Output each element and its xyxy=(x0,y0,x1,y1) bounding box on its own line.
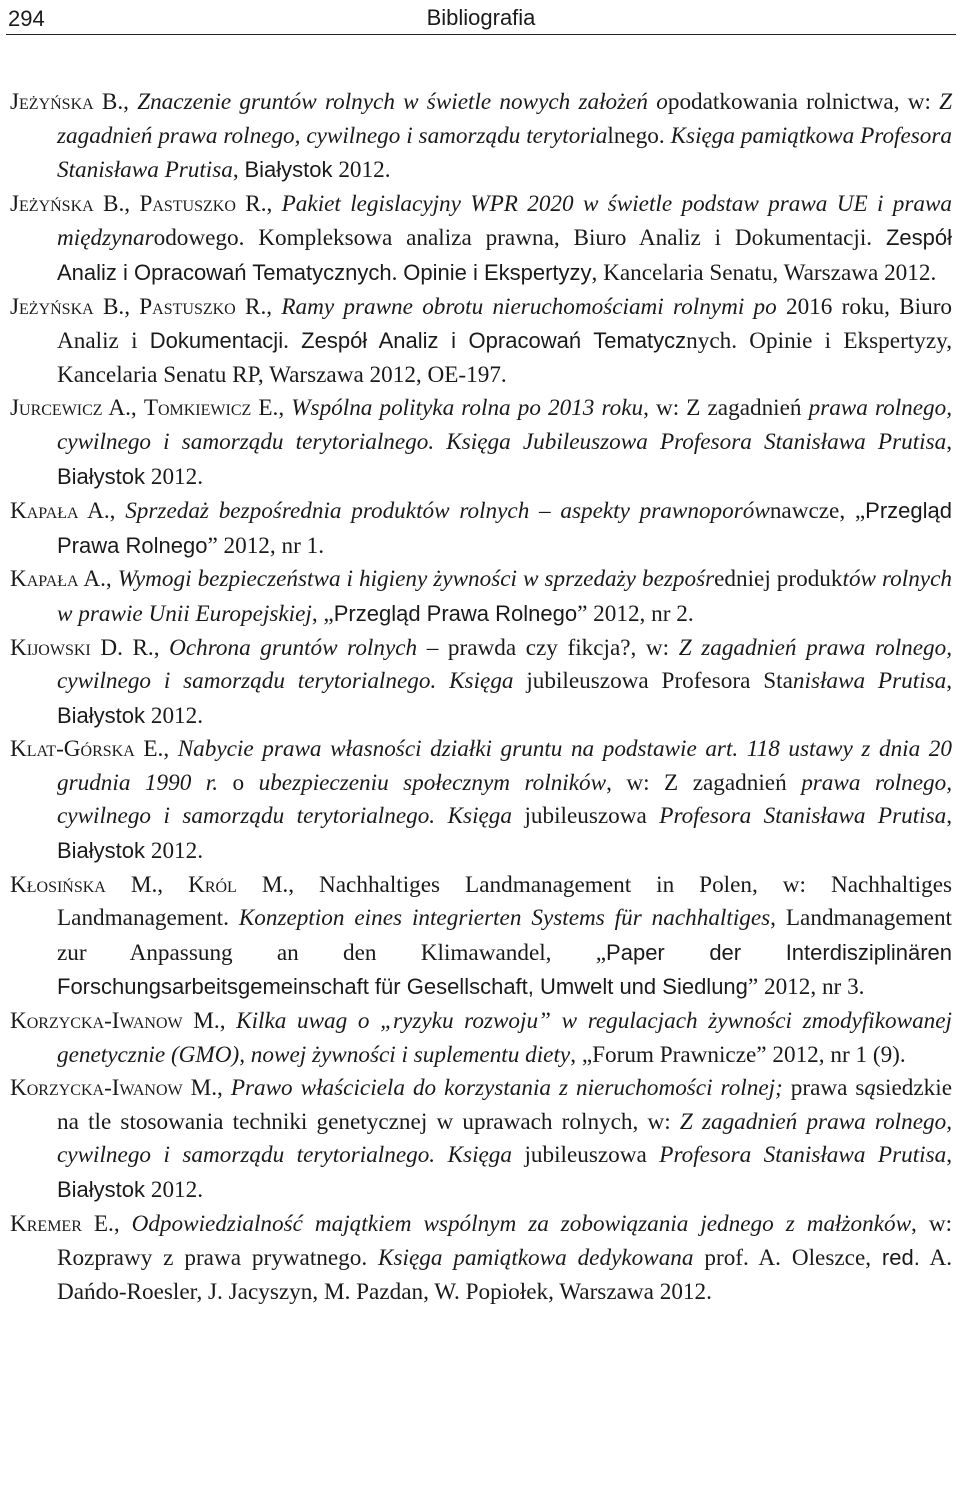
entry-text: – prawda czy fikcja?, w: xyxy=(417,634,679,661)
entry-text: Dokumentacji xyxy=(149,328,284,354)
entry-title-text: Księga pamiątkowa dedykowana xyxy=(378,1245,694,1272)
entry-text: , „ xyxy=(311,600,334,627)
entry-text: A. Dańdo-Roesler, J. Jacyszyn, M. Pazdan, W. Popiołek, Warszawa 2012. xyxy=(57,1245,952,1305)
entry-text: Paper der Interdisziplinären Forschungsarbeitsgemeinschaft für Gesellschaft, Umwelt und Siedlung xyxy=(57,939,953,1000)
entry-text: , xyxy=(163,736,178,763)
entry-title-text: Sprzedaż bezpośrednia produktów rolnych – aspekty prawnoporów xyxy=(125,498,770,525)
bibliography-entry xyxy=(10,733,952,868)
entry-text: 2012. xyxy=(145,702,204,729)
entry-text: jubileuszowa xyxy=(512,1142,660,1169)
entry-title-text: Nabycie prawa własności działki gruntu na podstawie art. 118 ustawy z dnia 20 grudnia 1990 r. xyxy=(57,736,952,796)
entry-text: prawa s xyxy=(782,1075,865,1102)
entry-title-text: Z zagadnień prawa rolnego, cywilnego i samorządu terytorialnego. Księga xyxy=(57,634,953,695)
entry-text: ” 2012, nr 1. xyxy=(207,532,324,559)
entry-text: Przegląd Prawa Rolnego xyxy=(57,498,953,558)
entry-title-text: ubezpieczeniu społecznym rolników xyxy=(258,769,607,796)
entry-author: Jeżyńska B. xyxy=(10,89,124,115)
entry-text: jubileuszowa xyxy=(512,803,660,830)
entry-text: lnego. xyxy=(607,122,671,149)
entry-author: Jurcewicz A. xyxy=(10,395,131,422)
entry-text: Białystok xyxy=(244,157,333,183)
entry-text: red. xyxy=(881,1245,920,1271)
entry-author: Tomkiewicz E. xyxy=(143,395,279,422)
bibliography-entry xyxy=(10,188,952,291)
entry-title-text: prawa rolnego, cywilnego i samorządu terytorialnego. Księga xyxy=(57,769,953,830)
entry-text: 2012. xyxy=(332,157,391,184)
bibliography-entry xyxy=(10,291,952,393)
entry-text: , w: Rozprawy z prawa prywatnego. xyxy=(57,1210,953,1272)
entry-title-text: Kilka uwag o „ryzyku rozwoju” w regulacjach żywności zmodyfikowanej genetycznie (GMO), nowej żywności i suplementu diety xyxy=(57,1008,952,1068)
entry-text: edniej produk xyxy=(714,566,843,593)
entry-text: Opinie i Ekspertyzy xyxy=(403,259,592,285)
entry-text: , Nachhaltiges Landmanagement in Polen, w: Nachhaltiges Landmanagement. xyxy=(57,871,953,932)
entry-title-text: Z zagadnień prawa rolnego, cywilnego i samorządu terytorialnego. Księga xyxy=(57,1108,952,1169)
entry-text: , xyxy=(266,293,282,320)
entry-text: Białystok xyxy=(57,838,146,864)
entry-text: siedzkie na tle stosowania techniki genetycznej w uprawach rolnych, w: xyxy=(57,1075,952,1135)
entry-text: , Landmanagement zur Anpassung an den Klimawandel, „ xyxy=(57,905,952,966)
entry-text: , xyxy=(946,428,952,455)
entry-title-text: Odpowiedzialność majątkiem wspólnym za zobowiązania jednego z małżonków xyxy=(131,1210,912,1237)
entry-title-text: tów rolnych w prawie Unii Europejskiej xyxy=(57,566,952,627)
entry-text: jubileuszowa Profesora Sta xyxy=(513,668,793,695)
entry-title-text: Księga pamiątkowa Profesora Stanisława Prutisa xyxy=(57,122,953,184)
entry-text: , xyxy=(123,89,138,115)
entry-author: Pastuszko R. xyxy=(139,293,267,320)
entry-title-text: Konzeption eines integrierten Systems für nachhaltiges xyxy=(238,905,771,932)
page-header xyxy=(6,0,956,35)
page-number: 294 xyxy=(8,6,45,31)
entry-text: , xyxy=(153,634,170,661)
entry-text: . xyxy=(391,259,404,286)
entry-text: , w: Z zagadnień xyxy=(643,395,809,422)
bibliography-entry xyxy=(10,1072,952,1207)
entry-title-text: Pakiet legislacyjny WPR 2020 w świetle podstaw prawa UE i prawa międzynar xyxy=(57,190,953,252)
entry-title-text: Wymogi bezpieczeństwa i higieny żywności w sprzedaży bezpośr xyxy=(117,566,715,593)
entry-title-text: Znaczenie gruntów rolnych w świetle nowych założeń o xyxy=(137,89,668,115)
entry-text: ” 2012, nr 3. xyxy=(747,974,865,1001)
running-title: Bibliografia xyxy=(426,5,536,30)
entry-title-text: ą xyxy=(864,1075,877,1102)
entry-author: Jeżyńska B. xyxy=(10,190,125,217)
entry-author: Kłosińska M. xyxy=(10,871,158,898)
entry-text: , xyxy=(124,293,140,320)
bibliography-entry xyxy=(10,392,952,494)
entry-text: , „Forum Prawnicze” 2012, nr 1 (9). xyxy=(570,1041,906,1068)
entry-text: , xyxy=(113,1210,132,1237)
entry-text: 2016 roku, Biuro Analiz i xyxy=(57,293,953,355)
entry-title-text: Ochrona gruntów rolnych xyxy=(169,634,418,661)
entry-text: . xyxy=(283,328,302,355)
entry-text: , xyxy=(232,157,245,184)
entry-text: 2012. xyxy=(145,838,204,865)
entry-text: Zespół Analiz i Opracowań Tematycznych xyxy=(57,225,952,285)
entry-text: Przegląd Prawa Rolnego xyxy=(333,600,578,626)
entry-text: , xyxy=(946,803,952,830)
entry-text: prof. A. Oleszce, xyxy=(693,1245,882,1272)
entry-text: , xyxy=(105,566,118,593)
entry-text: , xyxy=(130,395,144,422)
bibliography-entry xyxy=(10,563,952,631)
bibliography-list xyxy=(10,86,952,1309)
bibliography-entry xyxy=(10,869,952,1005)
entry-text: , xyxy=(219,1008,237,1035)
entry-text: , xyxy=(946,668,952,695)
entry-text: o xyxy=(218,769,259,796)
entry-title-text: Profesora Stanisława Prutisa xyxy=(659,1142,947,1169)
bibliography-entry xyxy=(10,86,952,188)
entry-author: Korzycka-Iwanow M. xyxy=(10,1008,220,1035)
entry-text: Zespół Analiz i Opracowań Tematycz xyxy=(301,328,687,354)
entry-title-text: nisława Prutisa xyxy=(792,668,947,695)
bibliography-entry xyxy=(10,632,952,734)
entry-text: nych. Opinie i Ekspertyzy, Kancelaria Senatu RP, Warszawa 2012, OE-197. xyxy=(57,328,952,388)
entry-text: 2012. xyxy=(145,1177,204,1203)
entry-title-text: Wspólna polityka rolna po 2013 roku xyxy=(291,395,644,422)
entry-author: Kremer E. xyxy=(10,1210,114,1237)
entry-text: 2012. xyxy=(145,463,204,490)
entry-author: Kapała A. xyxy=(10,566,106,593)
entry-title-text: Profesora Stanisława Prutisa xyxy=(659,803,947,830)
entry-author: Kijowski D. R. xyxy=(10,634,154,661)
entry-author: Klat-Górska E. xyxy=(10,736,164,763)
entry-text: nawcze, „ xyxy=(769,498,866,525)
bibliography-entry xyxy=(10,1005,952,1072)
entry-author: Pastuszko R. xyxy=(139,190,267,217)
entry-text: , Kancelaria Senatu, Warszawa 2012. xyxy=(591,259,937,286)
entry-author: Jeżyńska B. xyxy=(10,293,125,320)
entry-text: , xyxy=(217,1075,231,1102)
entry-text: odowego. Kompleksowa analiza prawna, Biuro Analiz i Dokumentacji. xyxy=(153,225,886,252)
bibliography-entry xyxy=(10,494,952,563)
entry-author: Korzycka-Iwanow M. xyxy=(10,1075,218,1102)
entry-text: , xyxy=(124,190,140,217)
entry-title-text: Z zagadnień prawa rolnego, cywilnego i samorządu terytoria xyxy=(57,89,953,149)
entry-title-text: Ramy prawne obrotu nieruchomościami rolnymi po xyxy=(281,293,777,320)
entry-text: podatkowania rolnictwa, w: xyxy=(667,89,940,115)
entry-text: , xyxy=(157,871,189,898)
entry-text: Białystok xyxy=(57,463,146,489)
entry-text: , xyxy=(266,190,282,217)
entry-text: Białystok xyxy=(57,1177,146,1202)
entry-text: ” 2012, nr 2. xyxy=(577,600,694,627)
entry-title-text: prawa rolnego, cywilnego i samorządu terytorialnego. Księga Jubileuszowa Profesora Stanisława Prutisa xyxy=(57,395,953,455)
entry-text: , xyxy=(946,1142,952,1169)
entry-title-text: Prawo właściciela do korzystania z nieruchomości rolnej; xyxy=(230,1075,783,1102)
bibliography-entry xyxy=(10,1208,952,1310)
entry-text: , w: Z zagadnień xyxy=(606,769,802,796)
entry-text: , xyxy=(109,498,126,525)
entry-text: , xyxy=(278,395,292,422)
entry-author: Król M. xyxy=(188,871,289,898)
entry-author: Kapała A. xyxy=(10,498,110,525)
entry-text: Białystok xyxy=(57,702,146,728)
